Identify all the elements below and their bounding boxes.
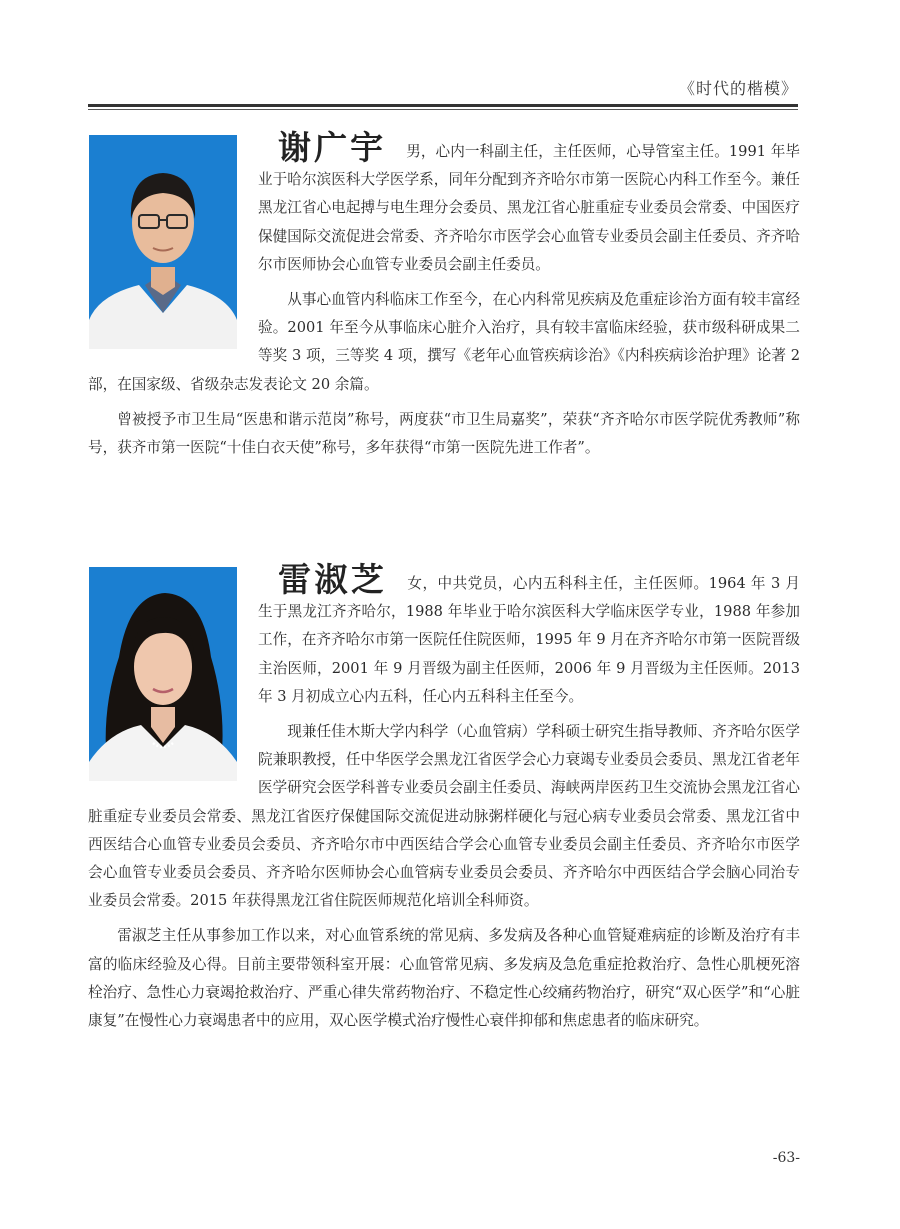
profile-xie-guangyu: [88, 128, 800, 469]
book-title: 《时代的楷模》: [678, 79, 798, 98]
doctor-name: 雷淑芝: [278, 560, 388, 599]
profile-paragraph: 曾被授予市卫生局“医患和谐示范岗”称号，两度获“市卫生局嘉奖”，荣获“齐齐哈尔市医学院优秀教师”称号，获齐市第一医院“十佳白衣天使”称号，多年获得“市第一医院先进工作者”。: [88, 410, 800, 457]
profile-paragraph: 雷淑芝主任从事参加工作以来，对心血管系统的常见病、多发病及各种心血管疑难病症的诊断及治疗有丰富的临床经验及心得。目前主要带领科室开展：心血管常见病、多发病及急危重症抢救治疗、急性心肌梗死溶栓治疗、急性心力衰竭抢救治疗、严重心律失常药物治疗、不稳定性心绞痛药物治疗，研究“双心医学”和“心脏康复”在慢性心力衰竭患者中的应用，双心医学模式治疗慢性心衰伴抑郁和焦虑患者的临床研究。: [88, 927, 800, 1030]
profile-paragraph: 现兼任佳木斯大学内科学（心血管病）学科硕士研究生指导教师、齐齐哈尔医学院兼职教授，任中华医学会黑龙江省医学会心力衰竭专业委员会委员、黑龙江省老年医学研究会医学科普专业委员会副主任委员、海峡两岸医药卫生交流协会黑龙江省心脏重症专业委员会常委、黑龙江省医疗保健国际交流促进动脉粥样硬化与冠心病专业委员会常委、黑龙江省中西医结合心血管专业委员会委员、齐齐哈尔市中西医结合学会心血管专业委员会副主任委员、齐齐哈尔市医学会心血管专业委员会委员、齐齐哈尔医师协会心血管病专业委员会委员、齐齐哈尔中西医结合学会脑心同治专业委员会常委。2015 年获得黑龙江省住院医师规范化培训全科师资。: [88, 723, 800, 910]
profile-lei-shuzhi: [88, 560, 801, 1042]
doctor-name: 谢广宇: [278, 128, 387, 167]
profile-paragraph: 从事心血管内科临床工作至今，在心内科常见疾病及危重症诊治方面有较丰富经验。2001 年至今从事临床心脏介入治疗，具有较丰富临床经验，获市级科研成果二等奖 3 项，三等奖 4 项，撰写《老年心血管疾病诊治》《内科疾病诊治护理》论著 2 部，在国家级、省级杂志发表论文 20 余篇。: [88, 291, 800, 393]
header-rule: [88, 104, 798, 107]
page-number: -63-: [772, 1150, 800, 1166]
profile-intro: 雷淑芝 女，中共党员，心内五科科主任，主任医师。1964 年 3 月生于黑龙江齐齐哈尔，1988 年毕业于哈尔滨医科大学临床医学专业，1988 年参加工作，在齐齐哈尔市第一医院任住院医师，1995 年 9 月在齐齐哈尔市第一医院晋级主治医师，2001 年 9 月晋级为副主任医师，2006 年 9 月晋级为主任医师。2013 年 3 月初成立心内五科，任心内五科科主任至今。: [258, 560, 801, 705]
header-rule-thin: [88, 109, 798, 110]
profile-intro: 谢广宇 男，心内一科副主任，主任医师，心导管室主任。1991 年毕业于哈尔滨医科大学医学系，同年分配到齐齐哈尔市第一医院心内科工作至今。兼任黑龙江省心电起搏与电生理分会委员、黑龙江省心脏重症专业委员会常委、中国医疗保健国际交流促进会常委、齐齐哈尔市医学会心血管专业委员会副主任委员、齐齐哈尔市医师协会心血管专业委员会副主任委员。: [258, 128, 800, 273]
